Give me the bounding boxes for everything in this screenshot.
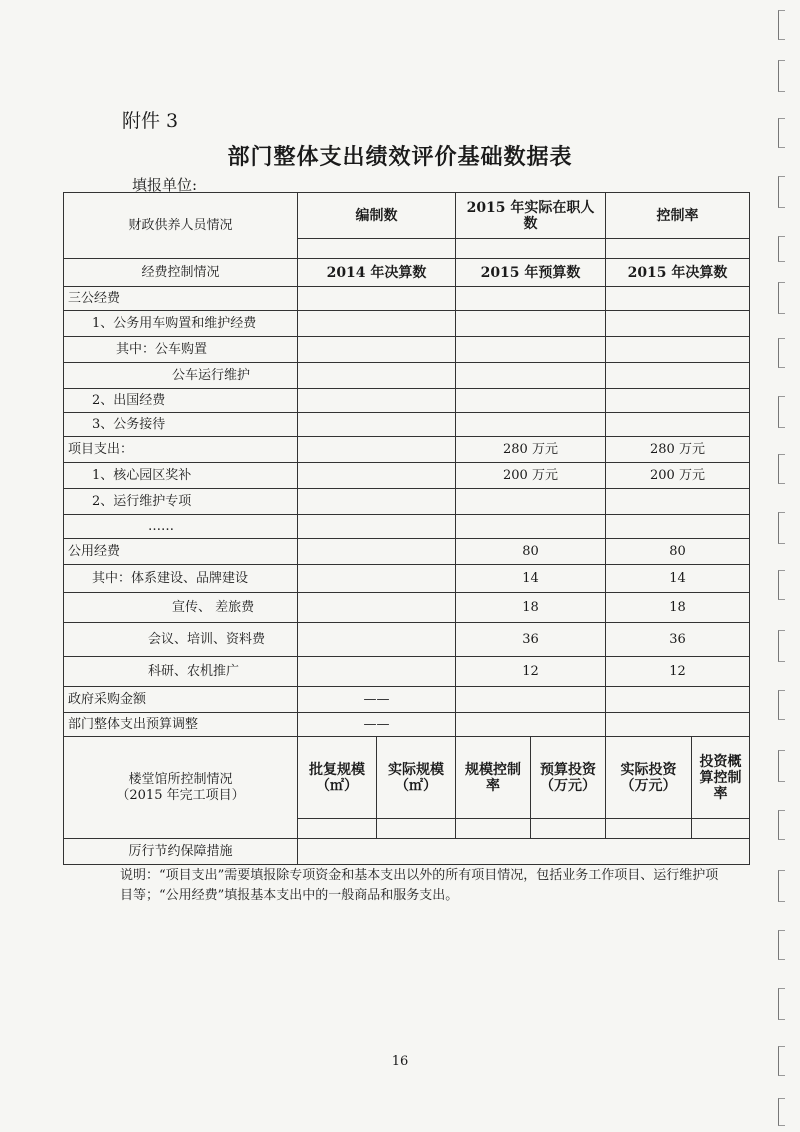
cell-2015-final xyxy=(606,337,750,363)
cell-2014-final xyxy=(298,593,456,623)
binding-marks xyxy=(776,0,790,1132)
cell-2014-final xyxy=(298,337,456,363)
cell-2014-final xyxy=(298,311,456,337)
cell-2015-final: 36 xyxy=(606,623,750,657)
attachment-label: 附件 3 xyxy=(122,110,179,132)
staff-col-actual: 2015 年实际在职人数 xyxy=(456,193,606,239)
row-label: 宣传、 差旅费 xyxy=(64,593,298,623)
cell-2014-final xyxy=(298,565,456,593)
binding-mark xyxy=(778,10,785,40)
cell-2014-final xyxy=(298,463,456,489)
building-col-scale-rate: 规模控制率 xyxy=(456,737,531,819)
row-label: 公用经费 xyxy=(64,539,298,565)
cell-2015-final: 200 万元 xyxy=(606,463,750,489)
cell-2015-final xyxy=(606,713,750,737)
cell-2015-budget xyxy=(456,515,606,539)
cell-2015-budget xyxy=(456,687,606,713)
binding-mark xyxy=(778,1046,785,1076)
binding-mark xyxy=(778,454,785,484)
cell-2015-budget xyxy=(456,337,606,363)
binding-mark xyxy=(778,118,785,148)
cell-2015-final: 18 xyxy=(606,593,750,623)
binding-mark xyxy=(778,870,785,902)
table-row xyxy=(64,515,750,539)
building-actual-investment-value xyxy=(606,819,692,839)
cell-2015-budget xyxy=(456,311,606,337)
saving-label: 厉行节约保障措施 xyxy=(64,839,298,865)
funds-label: 经费控制情况 xyxy=(64,259,298,287)
row-label: 三公经费 xyxy=(64,287,298,311)
cell-2015-final xyxy=(606,687,750,713)
row-label: 其中：公车购置 xyxy=(64,337,298,363)
cell-2015-final: 12 xyxy=(606,657,750,687)
building-col-investment-rate: 投资概算控制率 xyxy=(692,737,750,819)
table-row xyxy=(64,713,750,737)
cell-2014-final xyxy=(298,287,456,311)
binding-mark xyxy=(778,930,785,960)
cell-2014-final xyxy=(298,489,456,515)
staff-col-rate: 控制率 xyxy=(606,193,750,239)
row-label: 政府采购金额 xyxy=(64,687,298,713)
reporting-unit-label: 填报单位: xyxy=(132,176,198,194)
cell-2014-final xyxy=(298,539,456,565)
binding-mark xyxy=(778,236,785,262)
cell-2014-final: —— xyxy=(298,713,456,737)
row-label: 公车运行维护 xyxy=(64,363,298,389)
cell-2015-final xyxy=(606,287,750,311)
page-number: 16 xyxy=(391,1054,409,1069)
cell-2015-final xyxy=(606,413,750,437)
table-row xyxy=(64,287,750,311)
staff-quota-value xyxy=(298,239,456,259)
binding-mark xyxy=(778,1098,785,1126)
cell-2015-final xyxy=(606,515,750,539)
binding-mark xyxy=(778,690,785,720)
row-label: 会议、培训、资料费 xyxy=(64,623,298,657)
row-label: 部门整体支出预算调整 xyxy=(64,713,298,737)
row-label: 1、公务用车购置和维护经费 xyxy=(64,311,298,337)
building-col-actual-investment: 实际投资（万元） xyxy=(606,737,692,819)
row-label: …… xyxy=(64,515,298,539)
cell-2015-budget: 80 xyxy=(456,539,606,565)
saving-row xyxy=(64,839,750,865)
cell-2015-final: 280 万元 xyxy=(606,437,750,463)
funds-col-2014-final: 2014 年决算数 xyxy=(298,259,456,287)
cell-2014-final xyxy=(298,515,456,539)
table-row xyxy=(64,437,750,463)
cell-2015-budget xyxy=(456,413,606,437)
binding-mark xyxy=(778,60,785,92)
funds-col-2015-final: 2015 年决算数 xyxy=(606,259,750,287)
staff-label: 财政供养人员情况 xyxy=(64,193,298,259)
building-col-approved-scale: 批复规模（㎡） xyxy=(298,737,377,819)
cell-2014-final xyxy=(298,623,456,657)
row-label: 其中：体系建设、品牌建设 xyxy=(64,565,298,593)
cell-2015-budget xyxy=(456,489,606,515)
page-title: 部门整体支出绩效评价基础数据表 xyxy=(227,144,573,170)
binding-mark xyxy=(778,396,785,428)
table-row xyxy=(64,413,750,437)
cell-2015-final xyxy=(606,389,750,413)
binding-mark xyxy=(778,512,785,544)
cell-2015-budget: 36 xyxy=(456,623,606,657)
table-row xyxy=(64,463,750,489)
cell-2014-final xyxy=(298,657,456,687)
table-row xyxy=(64,593,750,623)
building-label: 楼堂馆所控制情况 xyxy=(128,771,233,787)
building-col-budget-investment: 预算投资（万元） xyxy=(531,737,606,819)
cell-2015-budget: 18 xyxy=(456,593,606,623)
binding-mark xyxy=(778,176,785,208)
binding-mark xyxy=(778,630,785,662)
building-sublabel: （2015 年完工项目） xyxy=(116,787,245,803)
binding-mark xyxy=(778,988,785,1020)
building-budget-value xyxy=(531,819,606,839)
table-row xyxy=(64,687,750,713)
building-label-cell xyxy=(64,737,298,839)
saving-value xyxy=(298,839,750,865)
cell-2015-budget xyxy=(456,363,606,389)
staff-actual-value xyxy=(456,239,606,259)
row-label: 3、公务接待 xyxy=(64,413,298,437)
cell-2014-final xyxy=(298,413,456,437)
table-row xyxy=(64,623,750,657)
cell-2015-budget: 200 万元 xyxy=(456,463,606,489)
cell-2015-budget xyxy=(456,287,606,311)
table-row xyxy=(64,539,750,565)
row-label: 1、核心园区奖补 xyxy=(64,463,298,489)
binding-mark xyxy=(778,810,785,840)
binding-mark xyxy=(778,750,785,782)
table-row xyxy=(64,337,750,363)
table-row xyxy=(64,565,750,593)
row-label: 2、运行维护专项 xyxy=(64,489,298,515)
building-scale-rate-value xyxy=(456,819,531,839)
table-row xyxy=(64,363,750,389)
binding-mark xyxy=(778,338,785,368)
building-actual-value xyxy=(377,819,456,839)
funds-col-2015-budget: 2015 年预算数 xyxy=(456,259,606,287)
table-row xyxy=(64,311,750,337)
building-col-actual-scale: 实际规模（㎡） xyxy=(377,737,456,819)
cell-2015-budget xyxy=(456,389,606,413)
cell-2014-final xyxy=(298,363,456,389)
footnote: 说明：“项目支出”需要填报除专项资金和基本支出以外的所有项目情况，包括业务工作项目、运行维护项目等；“公用经费”填报基本支出中的一般商品和服务支出。 xyxy=(120,868,719,903)
building-investment-rate-value xyxy=(692,819,750,839)
row-label: 项目支出： xyxy=(64,437,298,463)
cell-2015-budget: 12 xyxy=(456,657,606,687)
cell-2015-final xyxy=(606,311,750,337)
binding-mark xyxy=(778,282,785,314)
table-row xyxy=(64,389,750,413)
building-approved-value xyxy=(298,819,377,839)
staff-row xyxy=(64,193,750,239)
cell-2015-budget: 14 xyxy=(456,565,606,593)
binding-mark xyxy=(778,570,785,600)
building-row xyxy=(64,737,750,819)
cell-2015-budget xyxy=(456,713,606,737)
cell-2014-final xyxy=(298,437,456,463)
data-table xyxy=(63,192,750,865)
staff-col-quota: 编制数 xyxy=(298,193,456,239)
cell-2015-final xyxy=(606,363,750,389)
row-label: 科研、农机推广 xyxy=(64,657,298,687)
cell-2015-budget: 280 万元 xyxy=(456,437,606,463)
row-label: 2、出国经费 xyxy=(64,389,298,413)
funds-header-row xyxy=(64,259,750,287)
cell-2015-final: 80 xyxy=(606,539,750,565)
staff-rate-value xyxy=(606,239,750,259)
cell-2014-final: —— xyxy=(298,687,456,713)
table-row xyxy=(64,489,750,515)
table-row xyxy=(64,657,750,687)
cell-2015-final: 14 xyxy=(606,565,750,593)
cell-2015-final xyxy=(606,489,750,515)
cell-2014-final xyxy=(298,389,456,413)
